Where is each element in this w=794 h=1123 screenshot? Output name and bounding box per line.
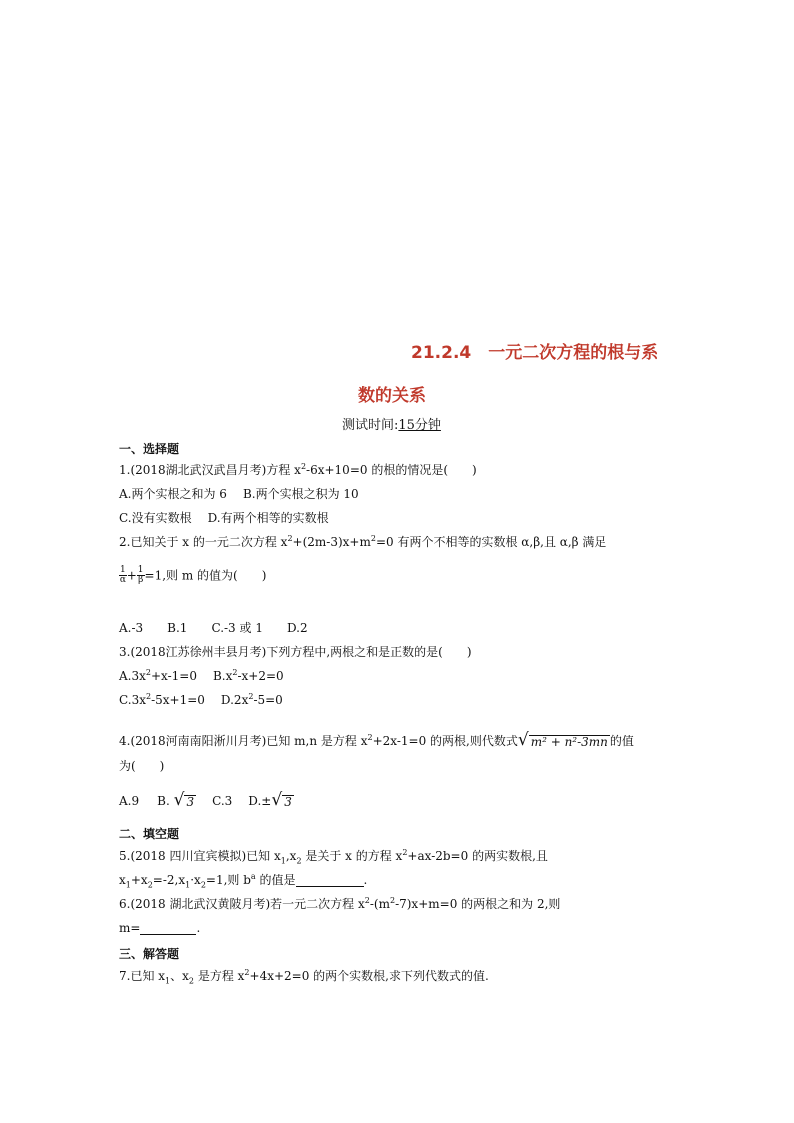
q1-option-a: A.两个实根之和为 6 xyxy=(119,487,227,501)
test-time-value: 15分钟 xyxy=(398,418,441,433)
test-time xyxy=(342,414,441,433)
fraction-1-over-alpha: $\frac{1}{\alpha}$ xyxy=(119,565,126,586)
q1-option-b: B.两个实根之积为 10 xyxy=(242,487,359,501)
question-5-line1: 5.(2018 四川宜宾模拟)已知 $x_1,x_2$ 是关于 x 的方程 $x^2+ax-2b=0$ 的两实数根,且 xyxy=(119,848,548,866)
q4-option-b: B. √ 3 xyxy=(157,790,195,810)
answer-blank-6[interactable] xyxy=(140,922,196,935)
question-2-condition: $\frac{1}{\alpha}$ + $\frac{1}{\beta}$ =1,则 m 的值为( ) xyxy=(119,565,267,586)
section-heading-fill: 二、填空题 xyxy=(119,827,180,841)
question-4-options xyxy=(119,792,294,809)
question-4-stem: 4.(2018河南南阳淅川月考)已知 m,n 是方程 $x^2+2x-1=0$ 的两根,则代数式 √ m² + n²-3mn 的值 xyxy=(119,730,634,750)
test-time-label: 测试时间: xyxy=(342,418,399,433)
question-6-line2: m= . xyxy=(119,921,201,935)
question-6-line1: 6.(2018 湖北武汉黄陂月考)若一元二次方程 $x^2-(m^2-7)x+m=0$ 的两根之和为 2,则 xyxy=(119,896,561,911)
section-heading-choice: 一、选择题 xyxy=(119,442,180,456)
q1-option-c: C.没有实数根 xyxy=(119,511,192,525)
radical-expression: √ m² + n²-3mn xyxy=(517,730,608,750)
fraction-1-over-beta: $\frac{1}{\beta}$ xyxy=(137,565,144,586)
question-2-stem: 2.已知关于 x 的一元二次方程 $x^2+(2m-3)x+m^2=0$ 有两个不相等的实数根 α,β,且 α,β 满足 xyxy=(119,534,607,549)
question-3-stem: 3.(2018江苏徐州丰县月考)下列方程中,两根之和是正数的是( ) xyxy=(119,645,472,659)
q1-option-d: D.有两个相等的实数根 xyxy=(207,511,329,525)
q4-option-a: A.9 xyxy=(119,794,140,808)
question-4-line2: 为( ) xyxy=(119,759,165,773)
question-3-options-cd xyxy=(119,694,283,706)
section-heading-solve: 三、解答题 xyxy=(119,947,180,961)
document-title-line1: 21.2.4 一元二次方程的根与系 xyxy=(411,343,659,363)
question-1-stem: 1.(2018湖北武汉武昌月考)方程 $x^2-6x+10=0$ 的根的情况是( ) xyxy=(119,462,477,477)
document-title-line2: 数的关系 xyxy=(358,386,426,406)
q4-option-d: D.± √ 3 xyxy=(248,790,292,810)
q3-option-a: $A.3x^2+x-1=0$ xyxy=(119,668,197,683)
question-1-options-ab xyxy=(119,488,359,500)
q3-option-d: $D.2x^2-5=0$ xyxy=(220,692,283,707)
question-7-stem: 7.已知 $x_1$、$x_2$ 是方程 $x^2+4x+2=0$ 的两个实数根,求下列代数式的值. xyxy=(119,968,489,986)
q3-option-c: $C.3x^2-5x+1=0$ xyxy=(119,692,205,707)
question-2-options: A.-3 B.1 C.-3 或 1 D.2 xyxy=(119,621,308,635)
question-1-options-cd xyxy=(119,512,329,524)
question-3-options-ab xyxy=(119,670,284,682)
answer-blank-5[interactable] xyxy=(296,874,364,887)
question-5-line2: $x_1+x_2=-2,x_1\cdot x_2=1$,则 $b^a$ 的值是 . xyxy=(119,872,368,890)
q3-option-b: $B.x^2-x+2=0$ xyxy=(212,668,284,683)
q4-option-c: C.3 xyxy=(212,794,233,808)
